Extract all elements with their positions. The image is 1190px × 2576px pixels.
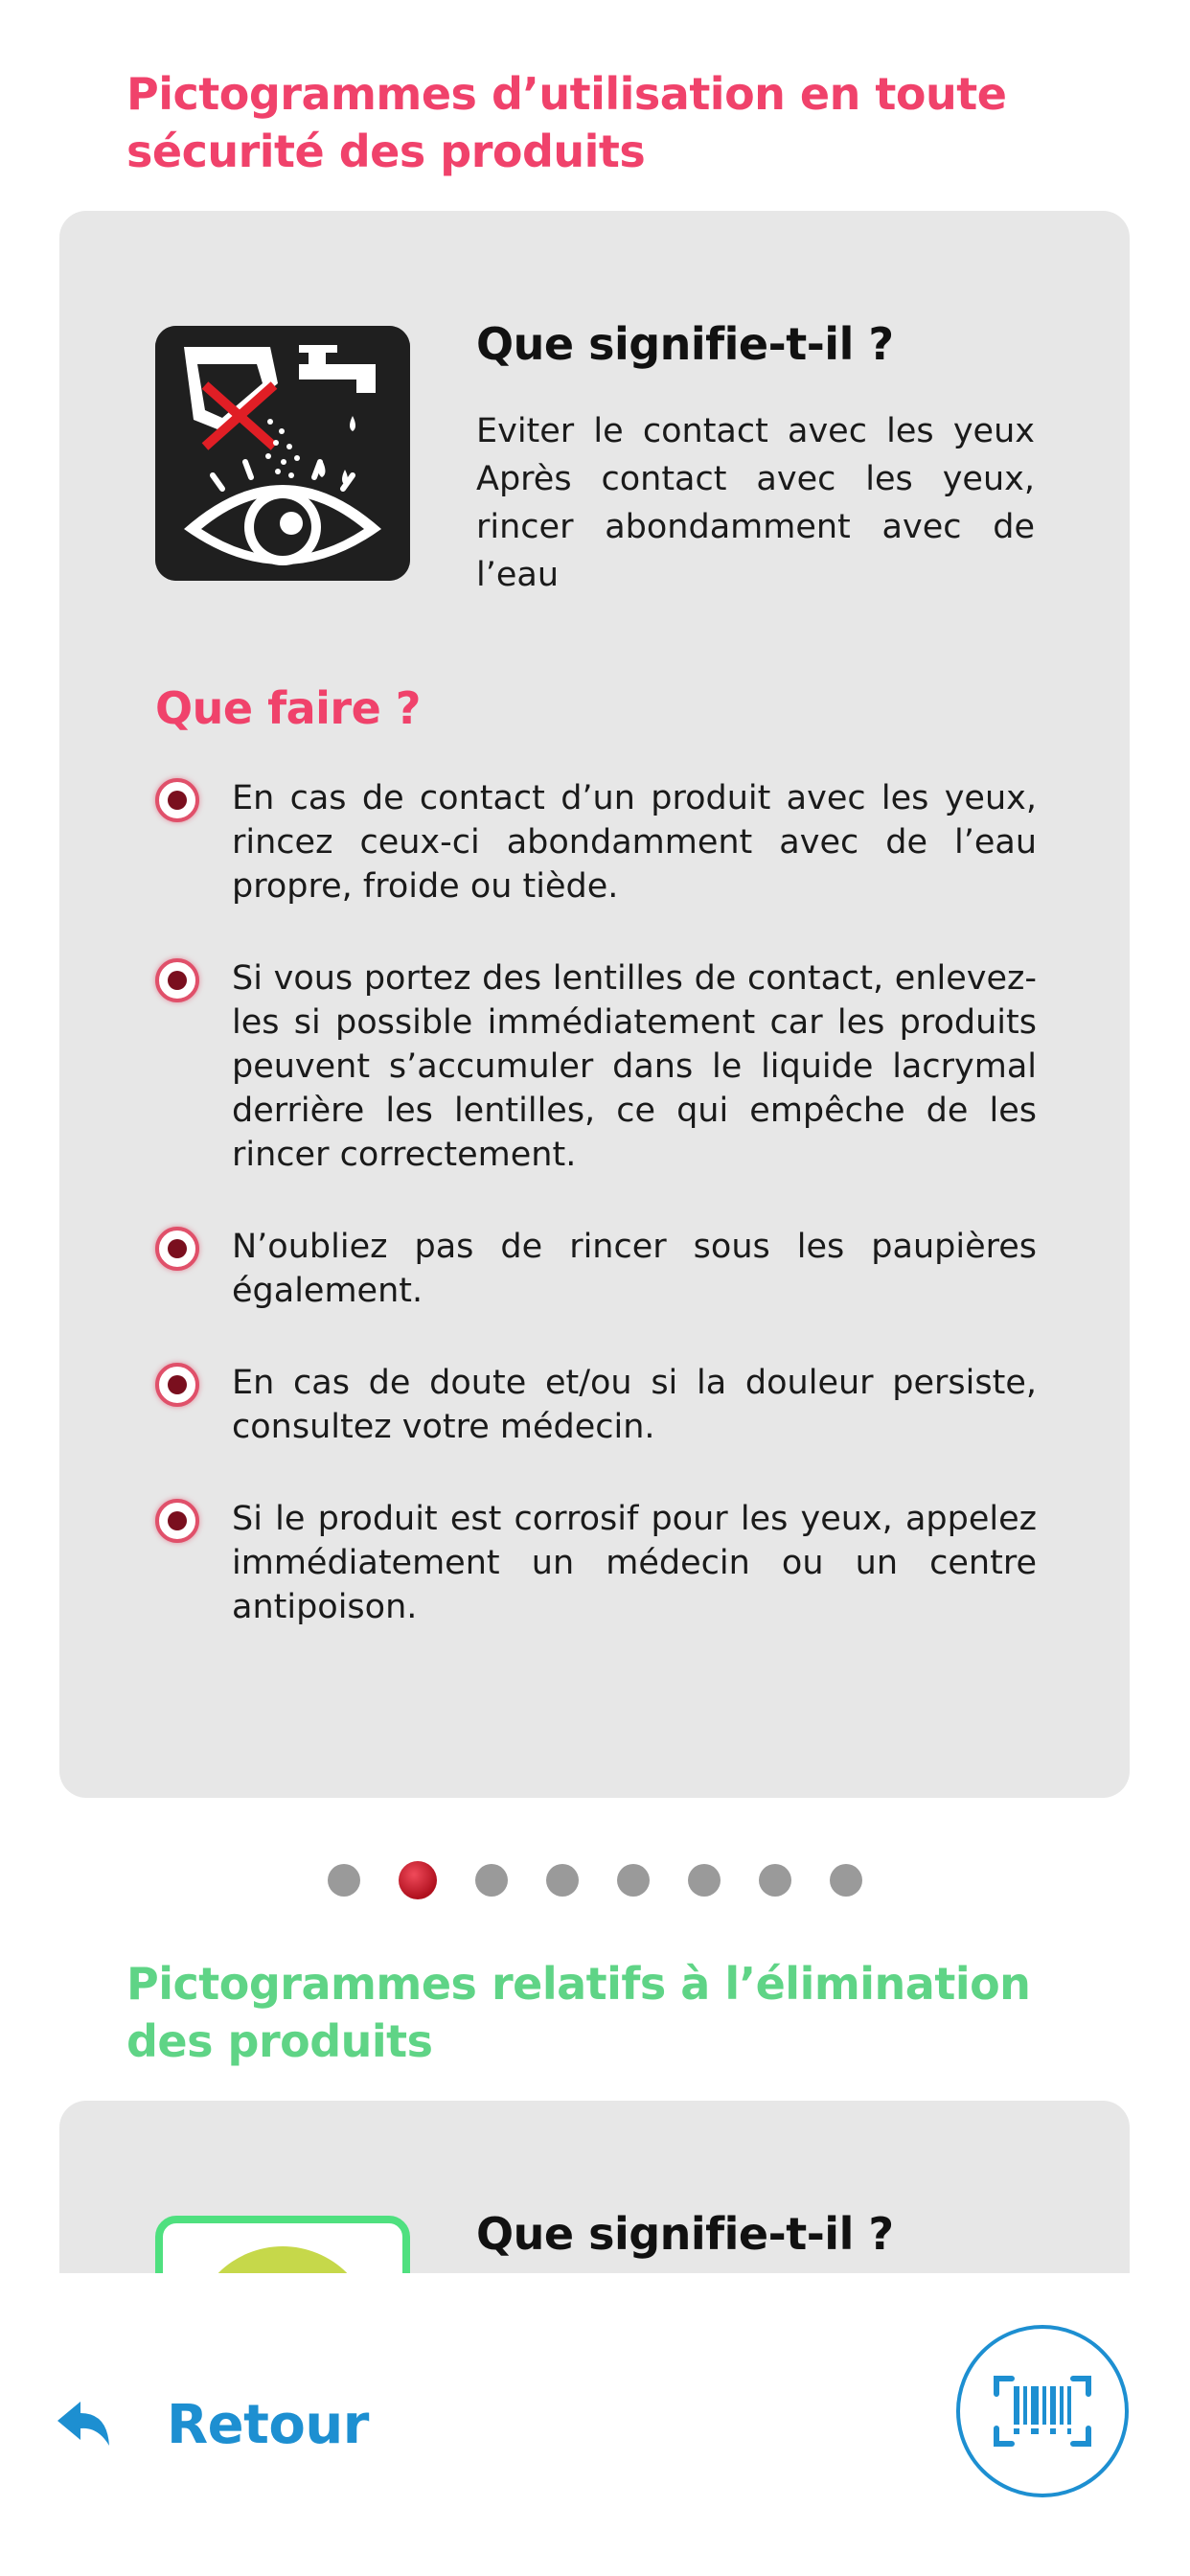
todo-item-text: Si le produit est corrosif pour les yeux, appelez immédiatement un médecin ou un centre antipoison. (232, 1500, 1037, 1626)
list-item (155, 1361, 1037, 1449)
radio-bullet-icon (155, 958, 199, 1002)
todo-item-text: En cas de contact d’un produit avec les yeux, rincez ceux-ci abondamment avec de l’eau propre, froide ou tiède. (232, 779, 1037, 906)
todo-item-text: Si vous portez des lentilles de contact, enlevez-les si possible immédiatement car les produits peuvent s’accumuler dans le liquide lacrymal derrière les lentilles, ce qui empêche de les rincer correctement. (232, 959, 1037, 1174)
safety-pictogram-card[interactable] (59, 211, 1130, 1798)
avoid-eye-contact-rinse-icon (155, 326, 410, 581)
todo-list (155, 776, 1037, 1677)
pagination-dot[interactable] (759, 1864, 791, 1897)
bottom-navigation-bar (0, 2273, 1190, 2576)
pagination-dot[interactable] (830, 1864, 862, 1897)
back-button[interactable] (54, 2386, 369, 2463)
pagination-dot-active[interactable] (399, 1861, 437, 1899)
disposal-pictogram-card[interactable] (59, 2101, 1130, 2273)
pagination-dot[interactable] (546, 1864, 579, 1897)
meaning-title: Que signifie-t-il ? (476, 2208, 894, 2260)
pagination-dot[interactable] (475, 1864, 508, 1897)
pagination-dot[interactable] (688, 1864, 721, 1897)
radio-bullet-icon (155, 1499, 199, 1543)
disposal-section-title: Pictogrammes relatifs à l’élimination des produits (126, 1958, 1031, 2067)
recycling-disposal-icon (155, 2216, 410, 2273)
meaning-text: Eviter le contact avec les yeux Après contact avec les yeux, rincer abondamment avec de l’eau (476, 412, 1035, 594)
barcode-scan-icon (993, 2373, 1092, 2450)
list-item (155, 956, 1037, 1177)
pagination-dot[interactable] (617, 1864, 650, 1897)
list-item (155, 776, 1037, 908)
carousel-pagination (0, 1861, 1190, 1899)
radio-bullet-icon (155, 1227, 199, 1271)
radio-bullet-icon (155, 1363, 199, 1407)
barcode-scan-button[interactable] (956, 2325, 1129, 2497)
list-item (155, 1225, 1037, 1313)
todo-title: Que faire ? (155, 682, 421, 734)
back-label: Retour (167, 2393, 369, 2456)
back-arrow-icon (54, 2398, 113, 2451)
radio-bullet-icon (155, 778, 199, 822)
todo-item-text: En cas de doute et/ou si la douleur persiste, consultez votre médecin. (232, 1364, 1037, 1446)
meaning-title: Que signifie-t-il ? (476, 318, 894, 370)
todo-item-text: N’oubliez pas de rincer sous les paupières également. (232, 1228, 1037, 1310)
safety-section-title: Pictogrammes d’utilisation en toute sécurité des produits (126, 68, 1007, 177)
pagination-dot[interactable] (328, 1864, 360, 1897)
list-item (155, 1497, 1037, 1629)
